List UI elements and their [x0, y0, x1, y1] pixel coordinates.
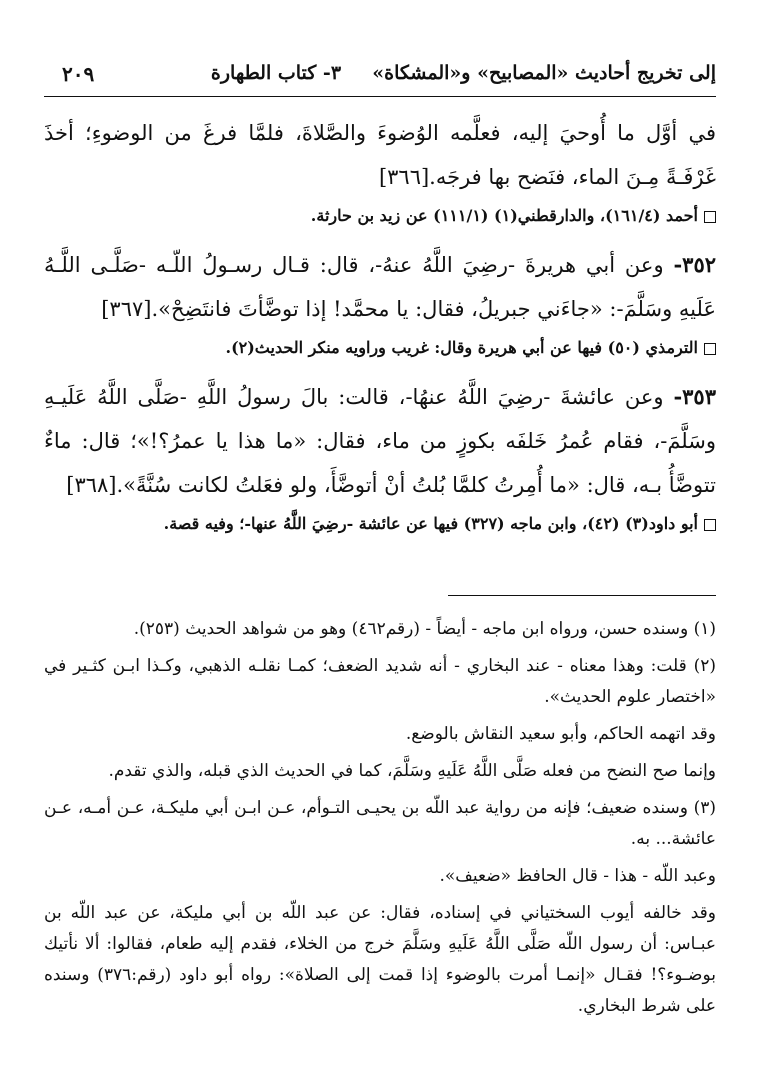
footnote-2: (٢) قلت: وهذا معناه - عند البخاري - أنه شديد الضعف؛ كمـا نقلـه الذهبي، وكـذا ابـن كثـير في «اختصار علوم الحديث». [44, 656, 716, 707]
hadith-text [44, 375, 716, 507]
hadith-text [44, 111, 716, 199]
entry-353 [44, 375, 716, 537]
page-number: ٢٠٩ [62, 62, 95, 86]
footnote-2-continued: وإنما صح النضح من فعله صَلَّى اللَّهُ عَلَيهِ وسَلَّمَ، كما في الحديث الذي قبله، والذي تقدم. [108, 761, 716, 781]
hadith-number: ٣٥٢- [673, 252, 717, 277]
footnote-3-continued: وقد خالفه أيوب السختياني في إسناده، فقال: عن عبد اللّه بن أبي مليكة، عن عبد اللّه بن عبـاس: أن رسول اللّه صَلَّى اللَّهُ عَلَيهِ وسَلَّمَ خرج من الخلاء، فقدم إليه طعام، فقالوا: ألا نأتيك بوضـوء؟! فقـال «إنمـا أمرت بالوضوء إذا قمت إلى الصلاة»: رواه أبو داود (رقم:٣٧٦) وسنده على شرط البخاري. [44, 903, 716, 1016]
footnote-divider [448, 595, 716, 596]
running-title [211, 62, 716, 84]
header-divider [44, 96, 716, 97]
footnote-2-continued: وقد اتهمه الحاكم، وأبو سعيد النقاش بالوضع. [405, 724, 716, 744]
hadith-text [44, 243, 716, 331]
hadith-body: في أوَّل ما أُوحيَ إليه، فعلَّمه الوُضوءَ والصَّلاةَ، فلمَّا فرغَ من الوضوءِ؛ أخذَ غَرْفَـةً مِـنَ الماء، فنَضح بها فرجَه.[٣٦٦] [44, 121, 716, 189]
hadith-number: ٣٥٣- [673, 384, 716, 409]
footnotes [44, 614, 716, 1022]
footnote-1: (١) وسنده حسن، ورواه ابن ماجه - أيضاً - (رقم٤٦٢) وهو من شواهد الحديث (٢٥٣). [133, 619, 716, 639]
hadith-reference [44, 203, 716, 229]
hadith-reference [44, 511, 716, 537]
entry-352 [44, 243, 716, 361]
chapter-title: ٣- كتاب الطهارة [210, 62, 342, 84]
reference-text: أبو داود(٣) (٤٢)، وابن ماجه (٣٢٧) فيها عن عائشة -رضِيَ اللَّهُ عنها-؛ وفيه قصة. [163, 514, 698, 533]
hadith-body: وعن عائشةَ -رضِيَ اللَّهُ عنهُا-، قالت: بالَ رسولُ اللَّهِ -صَلَّى اللَّهُ عَلَيـهِ وسَلَّمَ-، فقام عُمرُ خَلفَه بكوزٍ من ماء، فقال: «ما هذا يا عمرُ؟!»؛ قال: ماءٌ تتوضَّأُ بـه، قال: «ما أُمِرتُ كلمَّا بُلتُ أنْ أتوضَّأَ، ولو فعَلتُ لكانت سُنَّةً».[٣٦٨] [44, 385, 716, 497]
hadith-body: وعن أبي هريرةَ -رضِيَ اللَّهُ عنهُ-، قال: قـال رسـولُ اللّـه -صَلَّـى اللَّـهُ عَلَيهِ وسَلَّمَ-: «جاءَني جبريلُ، فقال: يا محمَّد! إذا توضَّأتَ فانتَضِحْ».[٣٦٧] [44, 253, 716, 321]
hadith-reference [44, 335, 716, 361]
entry-366 [44, 111, 716, 229]
footnote-3-continued: وعبد اللّه - هذا - قال الحافظ «ضعيف». [439, 866, 716, 886]
book-title: إلى تخريج أحاديث «المصابيح» و«المشكاة» [372, 62, 716, 84]
square-bullet-icon [704, 519, 716, 531]
footnote-3: (٣) وسنده ضعيف؛ فإنه من رواية عبد اللّه بن يحيـى التـوأم، عـن ابـن أبي مليكـة، عـن أمـه، عـن عائشة... به. [44, 798, 716, 849]
square-bullet-icon [704, 343, 716, 355]
reference-text: أحمد (١٦١/٤)، والدارقطني(١) (١١١/١) عن زيد بن حارثة. [310, 206, 698, 225]
page-header [44, 56, 716, 90]
book-page [44, 56, 716, 1076]
reference-text: الترمذي (٥٠) فيها عن أبي هريرة وقال: غريب وراويه منكر الحديث(٢). [225, 338, 698, 357]
square-bullet-icon [704, 211, 716, 223]
